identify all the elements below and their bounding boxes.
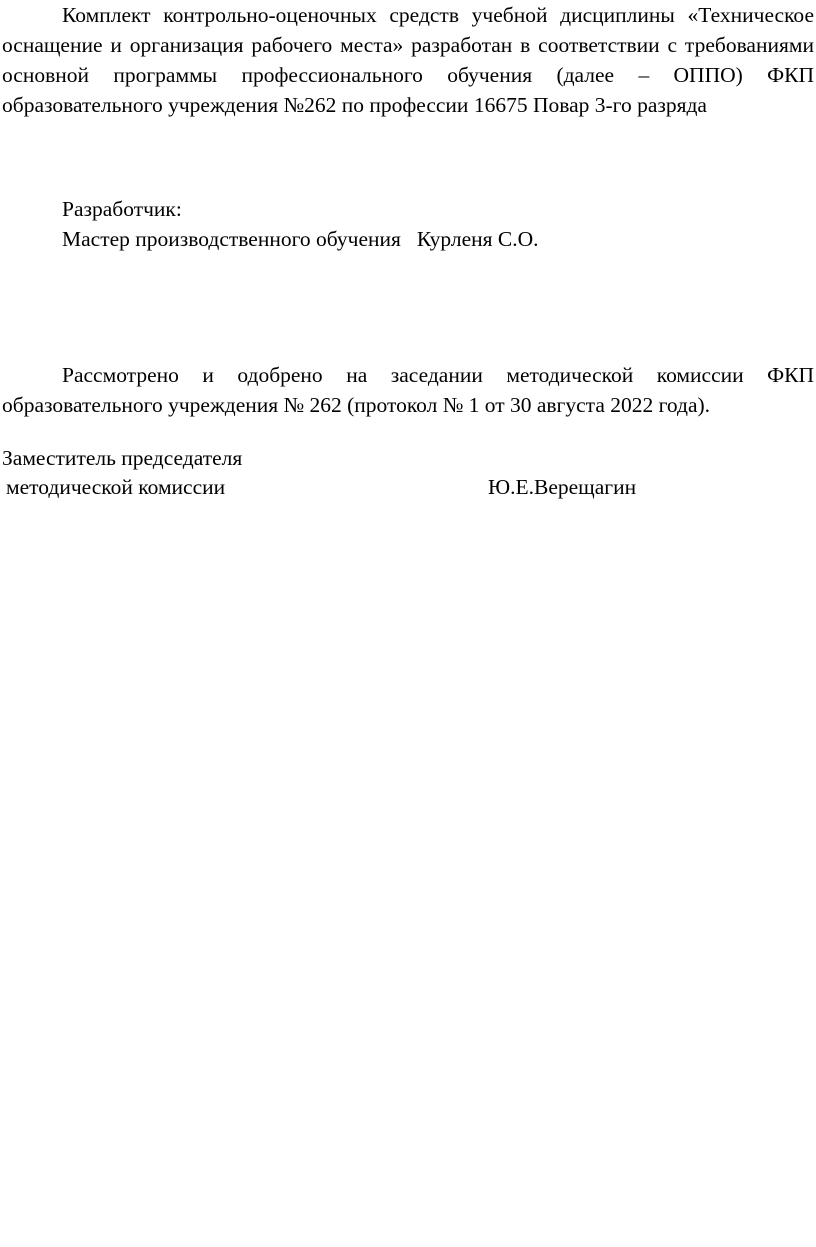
- developer-line: [62, 224, 539, 254]
- signature-title-line2: методической комиссии: [6, 475, 226, 499]
- approval-paragraph: Рассмотрено и одобрено на заседании методической комиссии ФКП образовательного учреждения № 262 (протокол № 1 от 30 августа 2022 года).: [2, 363, 814, 417]
- signature-title-line1: Заместитель председателя: [2, 446, 243, 470]
- developer-heading: Разработчик:: [62, 197, 182, 221]
- developer-name: Курленя С.О.: [416, 227, 539, 251]
- intro-paragraph: Комплект контрольно-оценочных средств учебной дисциплины «Техническое оснащение и организация рабочего места» разработан в соответствии с требованиями основной программы профессионального обучения (далее – ОППО) ФКП образовательного учреждения №262 по профессии 16675 Повар 3-го разряда: [2, 3, 814, 117]
- signature-name: Ю.Е.Верещагин: [488, 475, 637, 499]
- developer-position: Мастер производственного обучения: [62, 227, 401, 251]
